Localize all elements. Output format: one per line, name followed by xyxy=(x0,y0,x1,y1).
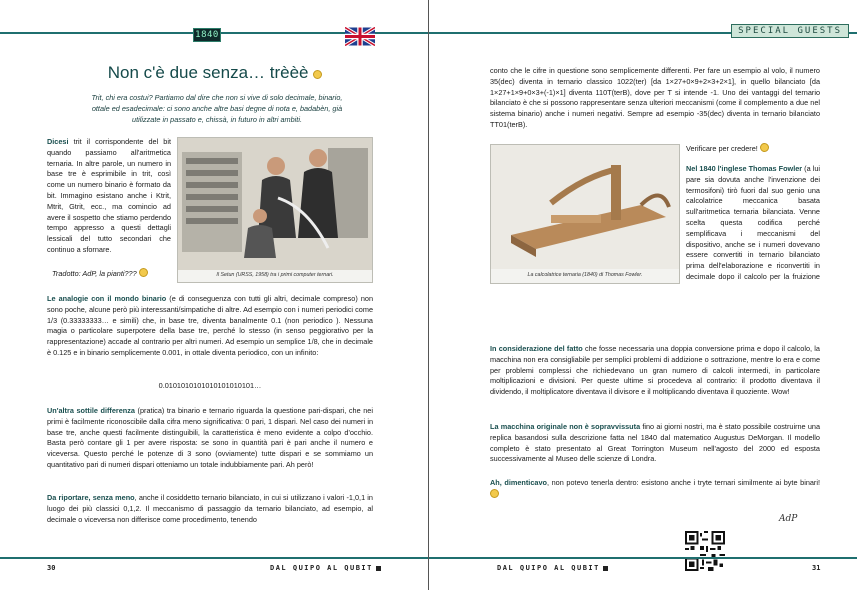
setun-photo-illustration xyxy=(178,138,372,270)
parity-paragraph: Un'altra sottile differenza (pratica) tra binario e ternario riguarda la questione pari-dispari, che nei primi è facilmente riconoscibile dalla cifra meno significativa: 0 pari, 1 dispari. Nel caso dei numeri in base tre, anche questi facilmente distinguibili, la caratteristica è meno evidente a colpo d'occhio. Basta però contare gli 1 per avere risposta: se sono in quantità pari è pari anche il numero e viceversa. Questo perché le potenze di 3 sono (ovviamente) tutte dispari e se sommiamo un quantitativo pari di numeri dispari otteniamo un totale indubbiamente pari. Ah però! xyxy=(47,406,373,469)
setun-caption: Il Setun (URSS, 1958) tra i primi computer ternari. xyxy=(216,272,334,278)
page-number: 30 xyxy=(47,564,56,572)
right-page xyxy=(429,0,857,590)
fowler-calculator-illustration xyxy=(491,145,679,269)
article-intro: Trit, chi era costui? Partiamo dal dire che non si vive di solo decimale, binario, ottale ed esadecimale: ci sono anche altre basi degne di nota e, badabèn, già utilizzate in passato e, chissà, in futuro in altri ambiti. xyxy=(91,93,343,124)
section-badge: SPECIAL GUESTS xyxy=(731,24,849,38)
bottom-rule xyxy=(0,557,428,559)
page-number: 31 xyxy=(812,564,821,572)
square-icon xyxy=(376,566,381,571)
conversion-paragraph: In considerazione del fatto che fosse necessaria una doppia conversione prima e dopo il calcolo, la macchina non era consigliabile per semplici problemi di addizione o sottrazione, mentre lo era e come per problemi complessi che richiedevano un gran numero di calcoli intermedi, in particolare moltiplicazioni e divisioni. Per queste ultime si procedeva al contrario: il prodotto diventava il dividendo, il moltiplicatore diventava il divisore e il moltiplicando diventava il quoziente. Wow! xyxy=(490,344,820,397)
analogies-paragraph: Le analogie con il mondo binario (e di conseguenza con tutti gli altri, decimale compreso) non sono poche, alcune però più interessanti/simpatiche di altre. Ad esempio con i numeri periodici come 1/3 (0.33333333… e simili) che, in base tre, diventa banalmente 0.1 (non periodico ). Nessuna magia o particolare superpotere della base tre, perché lo stesso (in senso peggiorativo per la rappresentazione) accade al contrario per altri numeri. Ad esempio un semplice 1/8, che in decimale è 0.125 e in binario semplicemente 0.001, in ottale diventa periodico, con un infinito: xyxy=(47,294,374,357)
square-icon xyxy=(603,566,608,571)
year-badge: 1840 xyxy=(193,28,221,42)
qr-code-icon[interactable] xyxy=(685,531,725,571)
uk-flag-icon xyxy=(345,27,375,46)
balanced-paragraph: Da riportare, senza meno, anche il cosiddetto ternario bilanciato, in cui si utilizzano i valori -1,0,1 in luogo dei più classici 0,1,2. Il meccanismo di passaggio da ternario bilanciato, ad esempio, al decimale o viceversa non differisce come procedimento, tenendo xyxy=(47,493,373,524)
example-paragraph: conto che le cifre in questione sono semplicemente differenti. Per fare un esempio al volo, il numero 35(dec) diventa in ternario classico 1022(ter) [da 1×27+0×9+2×3+2×1], in quello bilanciato [da 1×27+1×9+0×3+(-1)×1] diventa 110T(terB), dove per T si intende -1. Uno dei vantaggi del ternario bilanciato è che si possono rappresentare senza ulteriori meccanismi (come il complemento a due nel sistema binario) anche i numeri negativi. Sempre ad esempio -35(dec) diventa in ternario bilanciato TT01(terB). xyxy=(490,66,820,129)
fowler-photo xyxy=(490,144,680,284)
author-signature: AdP xyxy=(779,514,798,524)
col1-quip: Tradotto: AdP, la pianti??? xyxy=(52,268,172,280)
fowler-paragraph: Nel 1840 l'inglese Thomas Fowler (a lui pare sia dovuta anche l'invenzione dei termosifoni) tirò fuori dal suo genio una calcolatrice meccanica basata sull'aritmetica ternaria bilanciata. Venne scelta questa codifica perché semplificava i meccanismi del dispositivo, anche se i numeri dovevano essere convertiti in ternario bilanciato prima dell'elaborazione e riconvertiti in decimale dopo il calcolo per la fruizione xyxy=(686,164,820,281)
running-title: DAL QUIPO AL QUBIT xyxy=(270,564,381,572)
tryte-paragraph: Ah, dimenticavo, non potevo tenerla dentro: esistono anche i tryte ternari similmente ai byte binari! xyxy=(490,478,820,501)
cool-face-icon xyxy=(760,143,769,152)
setun-photo xyxy=(177,137,373,283)
bottom-rule xyxy=(429,557,857,559)
article-title: Non c'è due senza… trèèè xyxy=(60,63,370,83)
col1-paragraph: Dicesi trit il corrispondente del bit quando passiamo all'aritmetica ternaria. In altre parole, un numero in base tre è esprimibile in trit, così come un numero binario è formato da bit. Immagino esistano anche i Ktrit, Mtrit, Gtrit, ecc., ma comincio ad avere il sospetto che stiamo perdendo tempo appresso a questi dettagli lessicali del tutto secondari che continuo a sfornare. xyxy=(47,137,171,254)
fowler-caption: La calcolatrice ternaria (1840) di Thomas Fowler. xyxy=(527,272,643,278)
grin-face-icon xyxy=(139,268,148,277)
dizzy-face-icon xyxy=(313,70,322,79)
wink-face-icon xyxy=(490,489,499,498)
left-page xyxy=(0,0,428,590)
replica-paragraph: La macchina originale non è sopravvissuta fino ai giorni nostri, ma è stato possibile costruirne una replica basandosi sulla descrizione fatta nel 1840 dal matematico Augustus DeMorgan. Il modello completo è stato presentato al Great Torrington Museum nell'agosto del 2000 ed esposta successivamente al Museo delle scienze di Londra. xyxy=(490,422,820,464)
periodic-number: 0.0101010101010101010101… xyxy=(158,381,262,390)
running-title: DAL QUIPO AL QUBIT xyxy=(497,564,608,572)
verify-line: Verificare per credere! xyxy=(686,143,820,155)
